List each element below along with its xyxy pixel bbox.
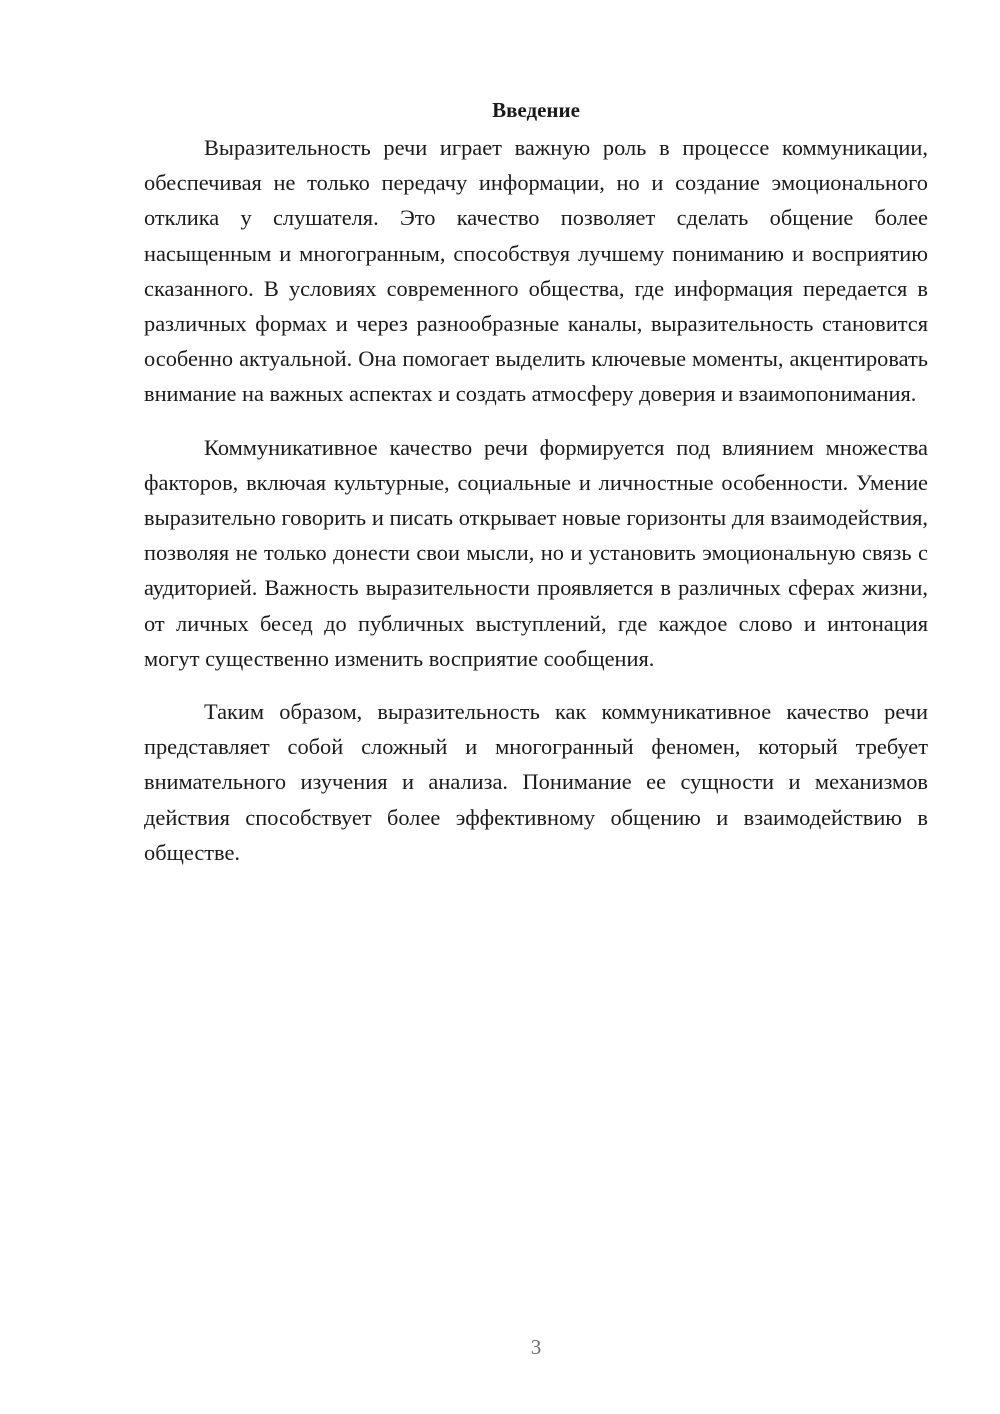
page-content [144,93,928,870]
section-heading: Введение [492,98,580,122]
paragraph-1: Выразительность речи играет важную роль в процессе коммуникации, обеспечивая не только передачу информации, но и создание эмоционального отклика у слушателя. Это качество позволяет сделать общение более насыщенным и многогранным, способствуя лучшему пониманию и восприятию сказанного. В условиях современного общества, где информация передается в различных формах и через разнообразные каналы, выразительность становится особенно актуальной. Она помогает выделить ключевые моменты, акцентировать внимание на важных аспектах и создать атмосферу доверия и взаимопонимания. [144,135,928,407]
paragraph-2: Коммуникативное качество речи формируется под влиянием множества факторов, включая культурные, социальные и личностные особенности. Умение выразительно говорить и писать открывает новые горизонты для взаимодействия, позволяя не только донести свои мысли, но и установить эмоциональную связь с аудиторией. Важность выразительности проявляется в различных сферах жизни, от личных бесед до публичных выступлений, где каждое слово и интонация могут существенно изменить восприятие сообщения. [144,434,928,671]
page-number: 3 [530,1335,542,1359]
paragraph-3: Таким образом, выразительность как коммуникативное качество речи представляет собой сложный и многогранный феномен, который требует внимательного изучения и анализа. Понимание ее сущности и механизмов действия способствует более эффективному общению и взаимодействию в обществе. [144,699,928,865]
